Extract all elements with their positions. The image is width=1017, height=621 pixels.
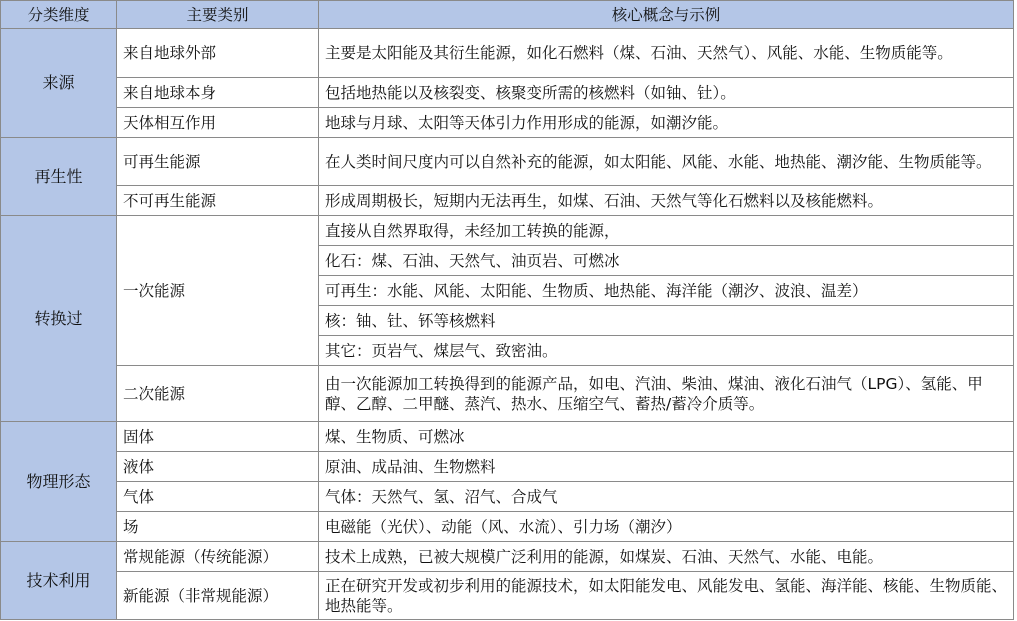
category-cell: 可再生能源 xyxy=(117,138,319,186)
category-cell: 天体相互作用 xyxy=(117,108,319,138)
category-cell: 一次能源 xyxy=(117,216,319,366)
description-cell: 气体：天然气、氢、沼气、合成气 xyxy=(319,482,1014,512)
category-cell: 固体 xyxy=(117,422,319,452)
table-row xyxy=(1,512,1014,542)
table-row xyxy=(1,29,1014,78)
category-cell: 新能源（非常规能源） xyxy=(117,572,319,620)
dimension-conversion: 转换过 xyxy=(1,216,117,422)
header-category: 主要类别 xyxy=(117,1,319,29)
category-cell: 常规能源（传统能源） xyxy=(117,542,319,572)
description-cell: 地球与月球、太阳等天体引力作用形成的能源，如潮汐能。 xyxy=(319,108,1014,138)
description-cell: 直接从自然界取得，未经加工转换的能源， xyxy=(319,216,1014,246)
description-cell: 其它：页岩气、煤层气、致密油。 xyxy=(319,336,1014,366)
description-cell: 电磁能（光伏）、动能（风、水流）、引力场（潮汐） xyxy=(319,512,1014,542)
description-cell: 化石：煤、石油、天然气、油页岩、可燃冰 xyxy=(319,246,1014,276)
dimension-tech-use: 技术利用 xyxy=(1,542,117,620)
table-row xyxy=(1,422,1014,452)
table-row xyxy=(1,366,1014,422)
table-row xyxy=(1,108,1014,138)
category-cell: 液体 xyxy=(117,452,319,482)
dimension-physical-form: 物理形态 xyxy=(1,422,117,542)
category-cell: 二次能源 xyxy=(117,366,319,422)
dimension-source: 来源 xyxy=(1,29,117,138)
table-row xyxy=(1,572,1014,620)
table-row xyxy=(1,186,1014,216)
table-row xyxy=(1,216,1014,246)
dimension-renewability: 再生性 xyxy=(1,138,117,216)
description-cell: 技术上成熟，已被大规模广泛利用的能源，如煤炭、石油、天然气、水能、电能。 xyxy=(319,542,1014,572)
table-row xyxy=(1,542,1014,572)
description-cell: 可再生：水能、风能、太阳能、生物质、地热能、海洋能（潮汐、波浪、温差） xyxy=(319,276,1014,306)
category-cell: 气体 xyxy=(117,482,319,512)
description-cell: 形成周期极长，短期内无法再生，如煤、石油、天然气等化石燃料以及核能燃料。 xyxy=(319,186,1014,216)
description-cell: 包括地热能以及核裂变、核聚变所需的核燃料（如铀、钍）。 xyxy=(319,78,1014,108)
description-cell: 煤、生物质、可燃冰 xyxy=(319,422,1014,452)
description-cell: 原油、成品油、生物燃料 xyxy=(319,452,1014,482)
table-row xyxy=(1,452,1014,482)
description-cell: 核：铀、钍、钚等核燃料 xyxy=(319,306,1014,336)
description-cell: 正在研究开发或初步利用的能源技术，如太阳能发电、风能发电、氢能、海洋能、核能、生物质能、地热能等。 xyxy=(319,572,1014,620)
category-cell: 不可再生能源 xyxy=(117,186,319,216)
category-cell: 来自地球外部 xyxy=(117,29,319,78)
description-cell: 主要是太阳能及其衍生能源，如化石燃料（煤、石油、天然气）、风能、水能、生物质能等。 xyxy=(319,29,1014,78)
category-cell: 场 xyxy=(117,512,319,542)
description-cell: 在人类时间尺度内可以自然补充的能源，如太阳能、风能、水能、地热能、潮汐能、生物质能等。 xyxy=(319,138,1014,186)
table-row xyxy=(1,482,1014,512)
header-concept: 核心概念与示例 xyxy=(319,1,1014,29)
header-row xyxy=(1,1,1014,29)
table-row xyxy=(1,78,1014,108)
table-row xyxy=(1,138,1014,186)
description-cell: 由一次能源加工转换得到的能源产品，如电、汽油、柴油、煤油、液化石油气（LPG）、氢能、甲醇、乙醇、二甲醚、蒸汽、热水、压缩空气、蓄热/蓄冷介质等。 xyxy=(319,366,1014,422)
header-dimension: 分类维度 xyxy=(1,1,117,29)
category-cell: 来自地球本身 xyxy=(117,78,319,108)
